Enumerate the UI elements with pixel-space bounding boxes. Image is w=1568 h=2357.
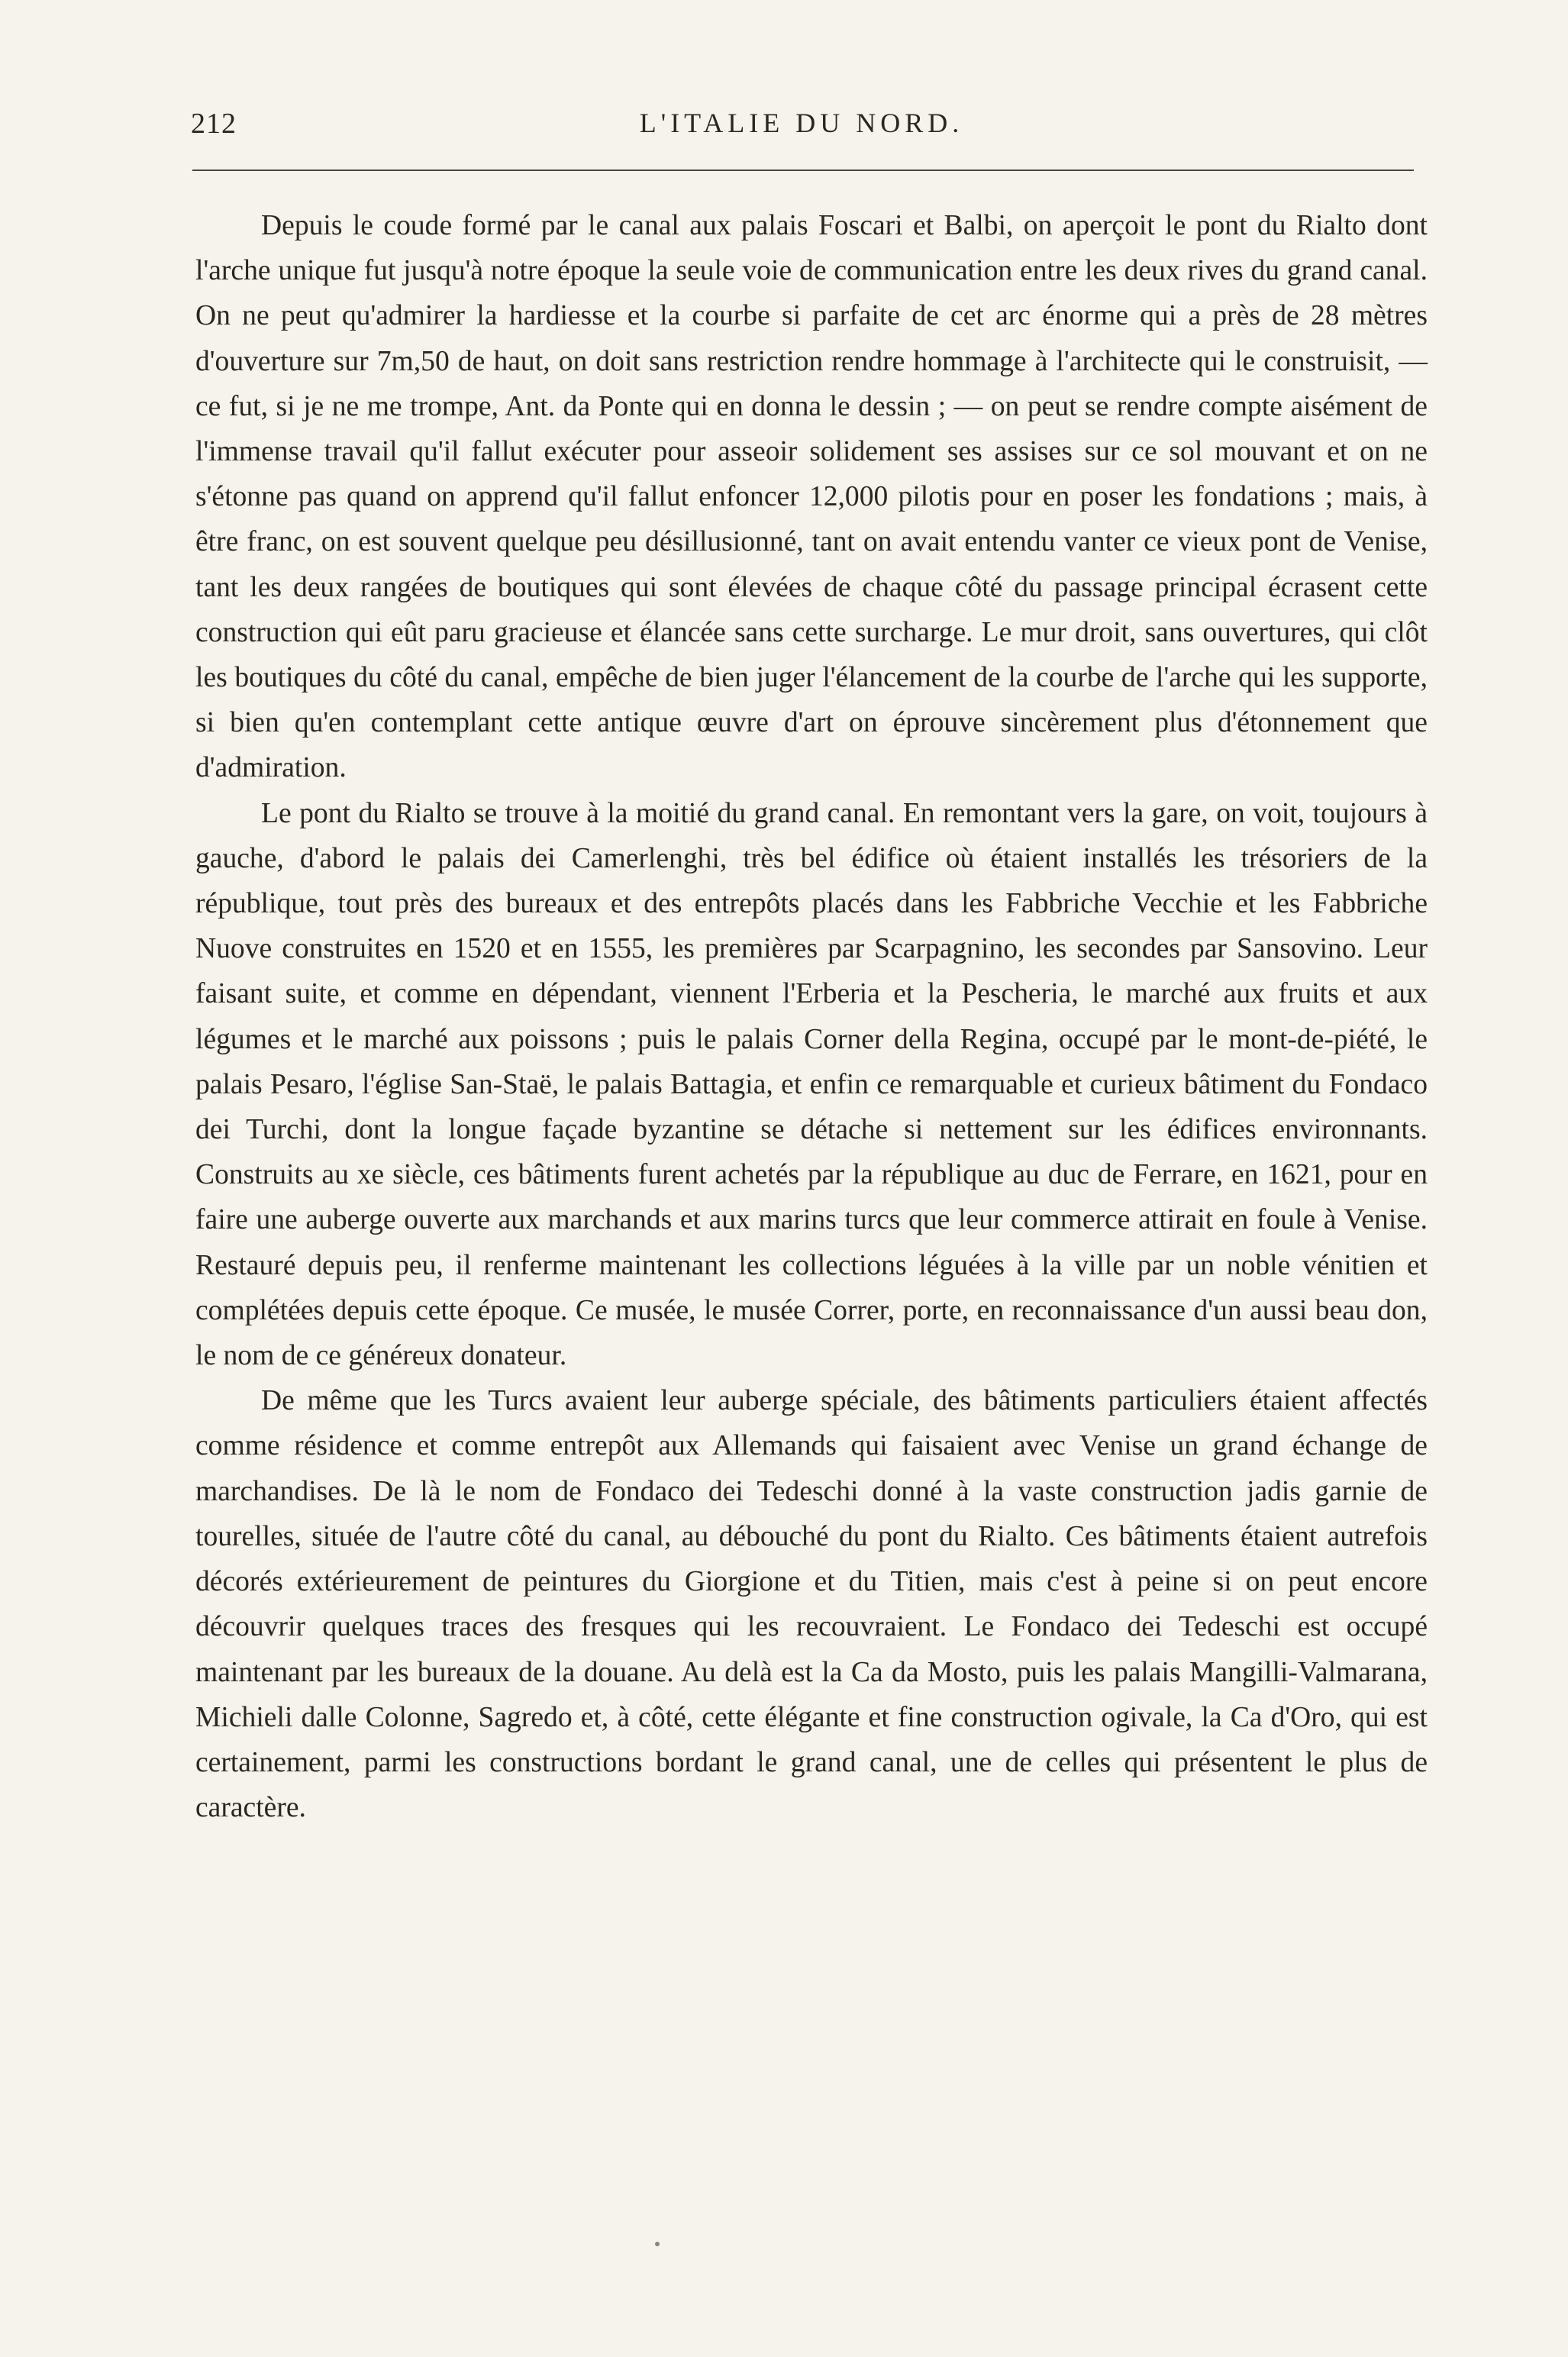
- page-number: 212: [191, 108, 237, 140]
- paragraph: De même que les Turcs avaient leur auberge spéciale, des bâtiments particuliers étaient affectés comme résidence et comme entrepôt aux Allemands qui faisaient avec Venise un grand échange de marchandises. De là le nom de Fondaco dei Tedeschi donné à la vaste construction jadis garnie de tourelles, située de l'autre côté du canal, au débouché du pont du Rialto. Ces bâtiments étaient autrefois décorés extérieurement de peintures du Giorgione et du Titien, mais c'est à peine si on peut encore découvrir quelques traces des fresques qui les recouvraient. Le Fondaco dei Tedeschi est occupé maintenant par les bureaux de la douane. Au delà est la Ca da Mosto, puis les palais Mangilli-Valmarana, Michieli dalle Colonne, Sagredo et, à côté, cette élégante et fine construction ogivale, la Ca d'Oro, qui est certainement, parmi les constructions bordant le grand canal, une de celles qui présentent le plus de caractère.: [195, 1385, 1428, 1824]
- page-header: [191, 107, 1412, 153]
- header-rule: [192, 170, 1414, 171]
- paragraph: Depuis le coude formé par le canal aux palais Foscari et Balbi, on aperçoit le pont du Rialto dont l'arche unique fut jusqu'à notre époque la seule voie de communication entre les deux rives du grand canal. On ne peut qu'admirer la hardiesse et la courbe si parfaite de cet arc énorme qui a près de 28 mètres d'ouverture sur 7m,50 de haut, on doit sans restriction rendre hommage à l'architecte qui le construisit, — ce fut, si je ne me trompe, Ant. da Ponte qui en donna le dessin ; — on peut se rendre compte aisément de l'immense travail qu'il fallut exécuter pour asseoir solidement ses assises sur ce sol mouvant et on ne s'étonne pas quand on apprend qu'il fallut enfoncer 12,000 pilotis pour en poser les fondations ; mais, à être franc, on est souvent quelque peu désillusionné, tant on avait entendu vanter ce vieux pont de Venise, tant les deux rangées de boutiques qui sont élevées de chaque côté du passage principal écrasent cette construction qui eût paru gracieuse et élancée sans cette surcharge. Le mur droit, sans ouvertures, qui clôt les boutiques du côté du canal, empêche de bien juger l'élancement de la courbe de l'arche qui les supporte, si bien qu'en contemplant cette antique œuvre d'art on éprouve sincèrement plus d'étonnement que d'admiration.: [195, 210, 1428, 784]
- paragraph: Le pont du Rialto se trouve à la moitié du grand canal. En remontant vers la gare, on voit, toujours à gauche, d'abord le palais dei Camerlenghi, très bel édifice où étaient installés les trésoriers de la république, tout près des bureaux et des entrepôts placés dans les Fabbriche Vecchie et les Fabbriche Nuove construites en 1520 et en 1555, les premières par Scarpagnino, les secondes par Sansovino. Leur faisant suite, et comme en dépendant, viennent l'Erberia et la Pescheria, le marché aux fruits et aux légumes et le marché aux poissons ; puis le palais Corner della Regina, occupé par le mont-de-piété, le palais Pesaro, l'église San-Staë, le palais Battagia, et enfin ce remarquable et curieux bâtiment du Fondaco dei Turchi, dont la longue façade byzantine se détache si nettement sur les édifices environnants. Construits au xe siècle, ces bâtiments furent achetés par la république au duc de Ferrare, en 1621, pour en faire une auberge ouverte aux marchands et aux marins turcs que leur commerce attirait en foule à Venise. Restauré depuis peu, il renferme maintenant les collections léguées à la ville par un noble vénitien et complétées depuis cette époque. Ce musée, le musée Correr, porte, en reconnaissance d'un aussi beau don, le nom de ce généreux donateur.: [195, 797, 1428, 1372]
- body-text: [195, 203, 1428, 1830]
- paper-speck: [655, 2242, 660, 2246]
- running-title: L'ITALIE DU NORD.: [639, 108, 964, 138]
